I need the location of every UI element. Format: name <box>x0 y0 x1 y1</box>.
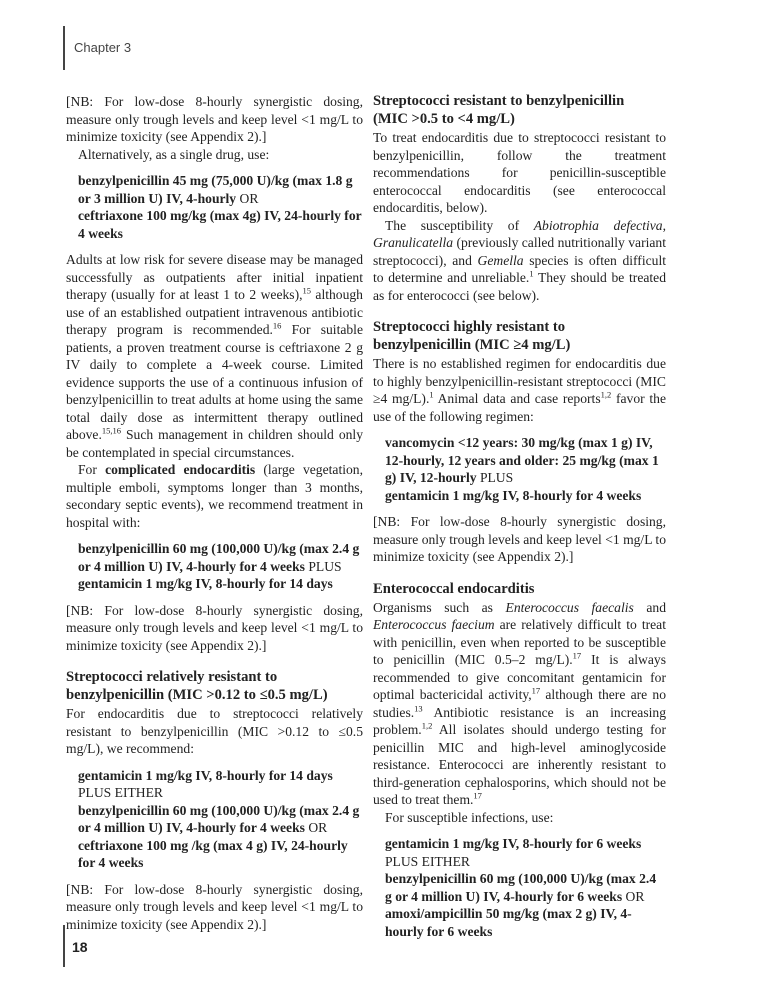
nb-note: [NB: For low-dose 8-hourly synergistic dosing, measure only trough levels and keep level <1 mg/L to minimize toxicity (see Appendix 2).] <box>66 602 363 653</box>
regimen-line: amoxi/ampicillin 50 mg/kg (max 2 g) IV, 4-hourly for 6 weeks <box>385 906 632 939</box>
regimen-line: ceftriaxone 100 mg/kg (max 4g) IV, 24-hourly for 4 weeks <box>78 208 362 241</box>
section-heading: Streptococci relatively resistant to benzylpenicillin (MIC >0.12 to ≤0.5 mg/L) <box>66 669 328 703</box>
paragraph: Alternatively, as a single drug, use: <box>78 146 270 162</box>
nb-note: [NB: For low-dose 8-hourly synergistic dosing, measure only trough levels and keep level <1 mg/L to minimize toxicity (see Appendix 2).] <box>66 94 363 144</box>
footer-rule <box>63 925 65 967</box>
regimen-line: benzylpenicillin 60 mg (100,000 U)/kg (max 2.4 g or 4 million U) IV, 4-hourly for 4 weeks <box>78 541 360 574</box>
regimen-line: gentamicin 1 mg/kg IV, 8-hourly for 6 weeks <box>385 836 642 851</box>
paragraph: The susceptibility of Abiotrophia defectiva, Granulicatella (previously called nutritionally variant streptococci), and Gemella species is often difficult to determine and unreliable.$^1$ They should be treated as for enterococci (see below). <box>373 217 666 303</box>
regimen-line: benzylpenicillin 60 mg (100,000 U)/kg (max 2.4 g or 4 million U) IV, 4-hourly for 6 weeks <box>385 871 657 904</box>
paragraph: There is no established regimen for endocarditis due to highly benzylpenicillin-resistant streptococci (MIC ≥4 mg/L).$^1$ Animal data and case reports$^{1,2}$ favor the use of the following regimen: <box>373 356 666 424</box>
regimen-connector: PLUS EITHER <box>78 785 163 800</box>
section-heading: Streptococci highly resistant to benzylpenicillin (MIC ≥4 mg/L) <box>373 319 571 353</box>
nb-note: [NB: For low-dose 8-hourly synergistic dosing, measure only trough levels and keep level <1 mg/L to minimize toxicity (see Appendix 2).] <box>66 881 363 932</box>
regimen-line: benzylpenicillin 45 mg (75,000 U)/kg (max 1.8 g or 3 million U) IV, 4-hourly <box>78 173 353 206</box>
paragraph: Organisms such as Enterococcus faecalis and Enterococcus faecium are relatively difficult to treat with penicillin, even when reported to be susceptible to penicillin (MIC 0.5–2 mg/L).$^{17}$ It is always recommended to give concomitant gentamicin for optimal bactericidal activity,$^{17}$ although there are no studies.$^{13}$ Antibiotic resistance is an increasing problem.$^{1,2}$ All isolates should undergo testing for penicillin MIC and high-level aminoglycoside resistance. Enterococci are inherently resistant to third-generation cephalosporins, which should not be used to treat them.$^{17}$ <box>373 599 666 807</box>
section-heading: Streptococci resistant to benzylpenicillin (MIC >0.5 to <4 mg/L) <box>373 93 625 127</box>
regimen-line: benzylpenicillin 60 mg (100,000 U)/kg (max 2.4 g or 4 million U) IV, 4-hourly for 4 weeks <box>78 802 360 835</box>
regimen-connector: PLUS EITHER <box>385 853 470 869</box>
regimen-block <box>385 434 666 504</box>
regimen-connector: OR <box>625 888 645 904</box>
regimen-connector: OR <box>239 190 259 206</box>
nb-note: [NB: For low-dose 8-hourly synergistic dosing, measure only trough levels and keep level <1 mg/L to minimize toxicity (see Appendix 2).] <box>373 514 666 564</box>
chapter-label: Chapter 3 <box>74 40 132 55</box>
header-rule <box>63 26 65 70</box>
regimen-line: ceftriaxone 100 mg /kg (max 4 g) IV, 24-hourly for 4 weeks <box>78 837 348 870</box>
regimen-block <box>78 172 363 242</box>
left-column <box>66 93 363 933</box>
page-number: 18 <box>72 939 88 955</box>
paragraph: For endocarditis due to streptococci relatively resistant to benzylpenicillin (MIC >0.12 to ≤0.5 mg/L), we recommend: <box>66 706 363 756</box>
regimen-block <box>78 540 363 593</box>
paragraph: To treat endocarditis due to streptococci resistant to benzylpenicillin, follow the treatment recommendations for penicillin-susceptible enterococcal endocarditis (see enterococcal endocarditis, below). <box>373 130 666 215</box>
paragraph: For complicated endocarditis (large vegetation, multiple emboli, symptoms longer than 3 months, secondary septic events), we recommend treatment in hospital with: <box>66 462 363 530</box>
regimen-block <box>78 767 363 872</box>
regimen-connector: PLUS <box>308 558 342 574</box>
section-heading: Enterococcal endocarditis <box>373 580 535 597</box>
regimen-connector: OR <box>308 820 328 835</box>
regimen-line: vancomycin <12 years: 30 mg/kg (max 1 g) IV, 12-hourly, 12 years and older: 25 mg/kg (max 1 g) IV, 12-hourly <box>385 435 659 485</box>
paragraph: For susceptible infections, use: <box>385 809 554 825</box>
paragraph: Adults at low risk for severe disease may be managed successfully as outpatients after initial inpatient therapy (usually for at least 1 to 2 weeks),$^{15}$ although use of an established outpatient intravenous antibiotic therapy program is recommended.$^{16}$ For suitable patients, a proven treatment course is ceftriaxone 2 g IV daily to complete a 4-week course. Limited evidence supports the use of a continuous infusion of benzylpenicillin to treat adults at home using the same total daily dose as intermittent therapy outlined above.$^{15,16}$ Such management in children should only be contemplated in special circumstances. <box>66 252 363 460</box>
regimen-line: gentamicin 1 mg/kg IV, 8-hourly for 14 days <box>78 576 333 591</box>
regimen-line: gentamicin 1 mg/kg IV, 8-hourly for 14 days <box>78 767 333 783</box>
right-column <box>373 92 666 949</box>
regimen-block <box>385 835 666 940</box>
regimen-line: gentamicin 1 mg/kg IV, 8-hourly for 4 weeks <box>385 487 642 503</box>
regimen-connector: PLUS <box>479 470 514 485</box>
